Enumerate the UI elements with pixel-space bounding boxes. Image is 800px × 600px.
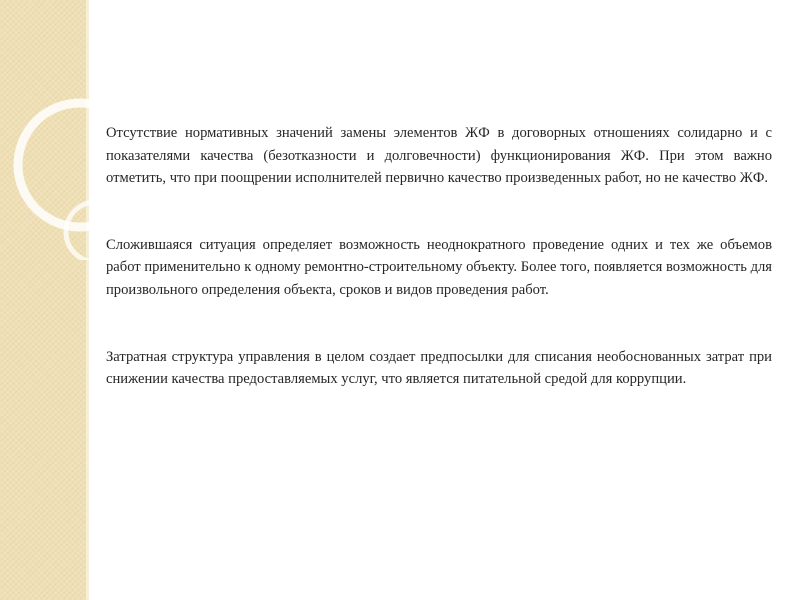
paragraph-2: Сложившаяся ситуация определяет возможность неоднократного проведение одних и тех же объемов работ применительно к одному ремонтно-строительному объекту. Более того, появляется возможность для произвольного определения объекта, сроков и видов проведения работ. <box>106 236 772 298</box>
paragraph-1: Отсутствие нормативных значений замены элементов ЖФ в договорных отношениях солидарно и с показателями качества (безотказности и долговечности) функционирования ЖФ. При этом важно отметить, что при поощрении исполнителей первично качество произведенных работ, но не качество ЖФ. <box>106 125 772 187</box>
slide-body <box>106 122 772 435</box>
paragraph-3: Затратная структура управления в целом создает предпосылки для списания необоснованных затрат при снижении качества предоставляемых услуг, что является питательной средой для коррупции. <box>106 348 772 388</box>
